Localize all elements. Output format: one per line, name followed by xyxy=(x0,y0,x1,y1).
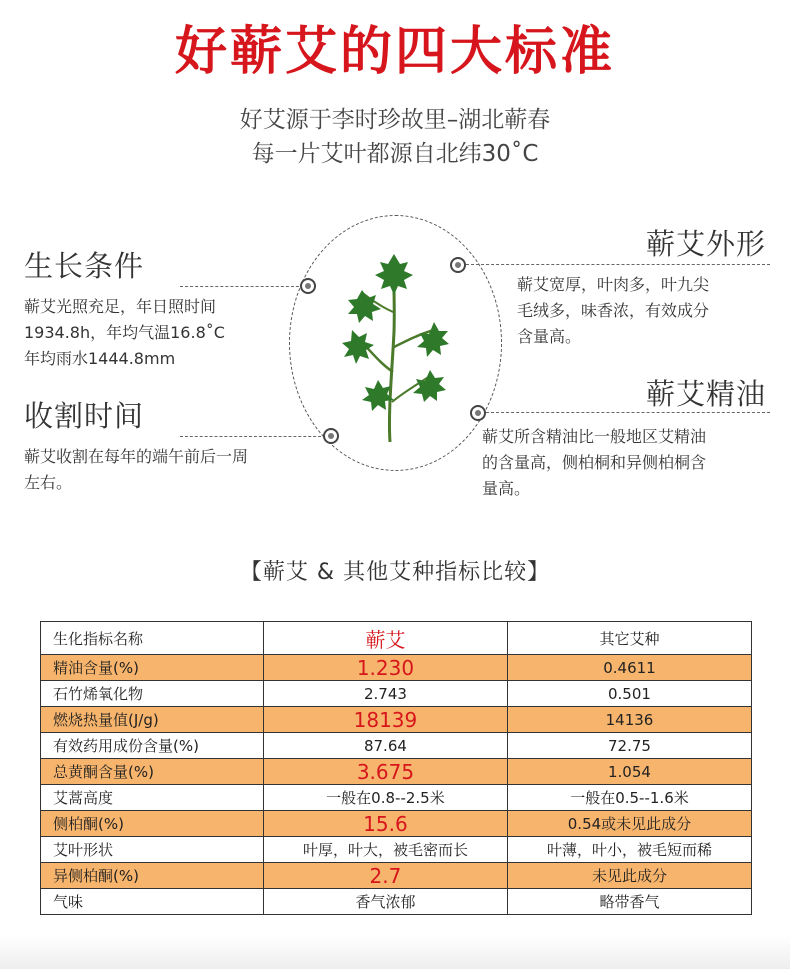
shape-text: 蕲艾宽厚，叶肉多，叶九尖 毛绒多，味香浓，有效成分 含量高。 xyxy=(517,275,710,346)
table-row: 侧柏酮(%) 15.6 0.54或未见此成分 xyxy=(41,811,752,837)
comparison-table xyxy=(40,621,752,915)
ring-node-icon xyxy=(323,428,339,444)
bottom-fade xyxy=(0,935,790,969)
oil-text: 蕲艾所含精油比一般地区艾精油 的含量高，侧柏桐和异侧柏桐含 量高。 xyxy=(482,427,707,498)
subtitle-latitude: 每一片艾叶都源自北纬30˚C xyxy=(251,141,539,167)
table-row: 燃烧热量值(J/g) 18139 14136 xyxy=(41,707,752,733)
table-row: 精油含量(%) 1.230 0.4611 xyxy=(41,655,752,681)
connector-harvest xyxy=(180,436,326,437)
table-row: 总黄酮含量(%) 3.675 1.054 xyxy=(41,759,752,785)
harvest-text: 蕲艾收割在每年的端午前后一周 左右。 xyxy=(24,447,249,492)
ring-node-icon xyxy=(450,257,466,273)
oil-heading: 蕲艾精油 xyxy=(645,377,766,411)
subtitle-origin: 好艾源于李时珍故里–湖北蕲春 xyxy=(239,107,551,133)
ring-node-icon xyxy=(300,278,316,294)
comparison-title: 【蕲艾 & 其他艾种指标比较】 xyxy=(239,560,551,585)
header-other: 其它艾种 xyxy=(507,622,751,655)
growth-text: 蕲艾光照充足，年日照时间 1934.8h，年均气温16.8˚C 年均雨水1444.8mm xyxy=(24,297,225,368)
header-indicator: 生化指标名称 xyxy=(41,622,264,655)
table-row: 艾叶形状 叶厚，叶大，被毛密而长 叶薄，叶小，被毛短而稀 xyxy=(41,837,752,863)
table-row: 艾蒿高度 一般在0.8--2.5米 一般在0.5--1.6米 xyxy=(41,785,752,811)
table-header-row xyxy=(41,622,752,655)
page-title: 好蕲艾的四大标准 xyxy=(174,21,615,82)
harvest-heading: 收割时间 xyxy=(24,399,145,433)
table-row: 有效药用成份含量(%) 87.64 72.75 xyxy=(41,733,752,759)
connector-shape xyxy=(466,264,770,265)
table-row: 异侧柏酮(%) 2.7 未见此成分 xyxy=(41,863,752,889)
ring-node-icon xyxy=(470,405,486,421)
header-qiai: 蕲艾 xyxy=(263,622,507,655)
mugwort-plant-icon xyxy=(338,252,453,444)
connector-growth xyxy=(180,286,304,287)
growth-heading: 生长条件 xyxy=(24,249,145,283)
shape-heading: 蕲艾外形 xyxy=(645,227,766,261)
table-row: 石竹烯氧化物 2.743 0.501 xyxy=(41,681,752,707)
table-row: 气味 香气浓郁 略带香气 xyxy=(41,889,752,915)
